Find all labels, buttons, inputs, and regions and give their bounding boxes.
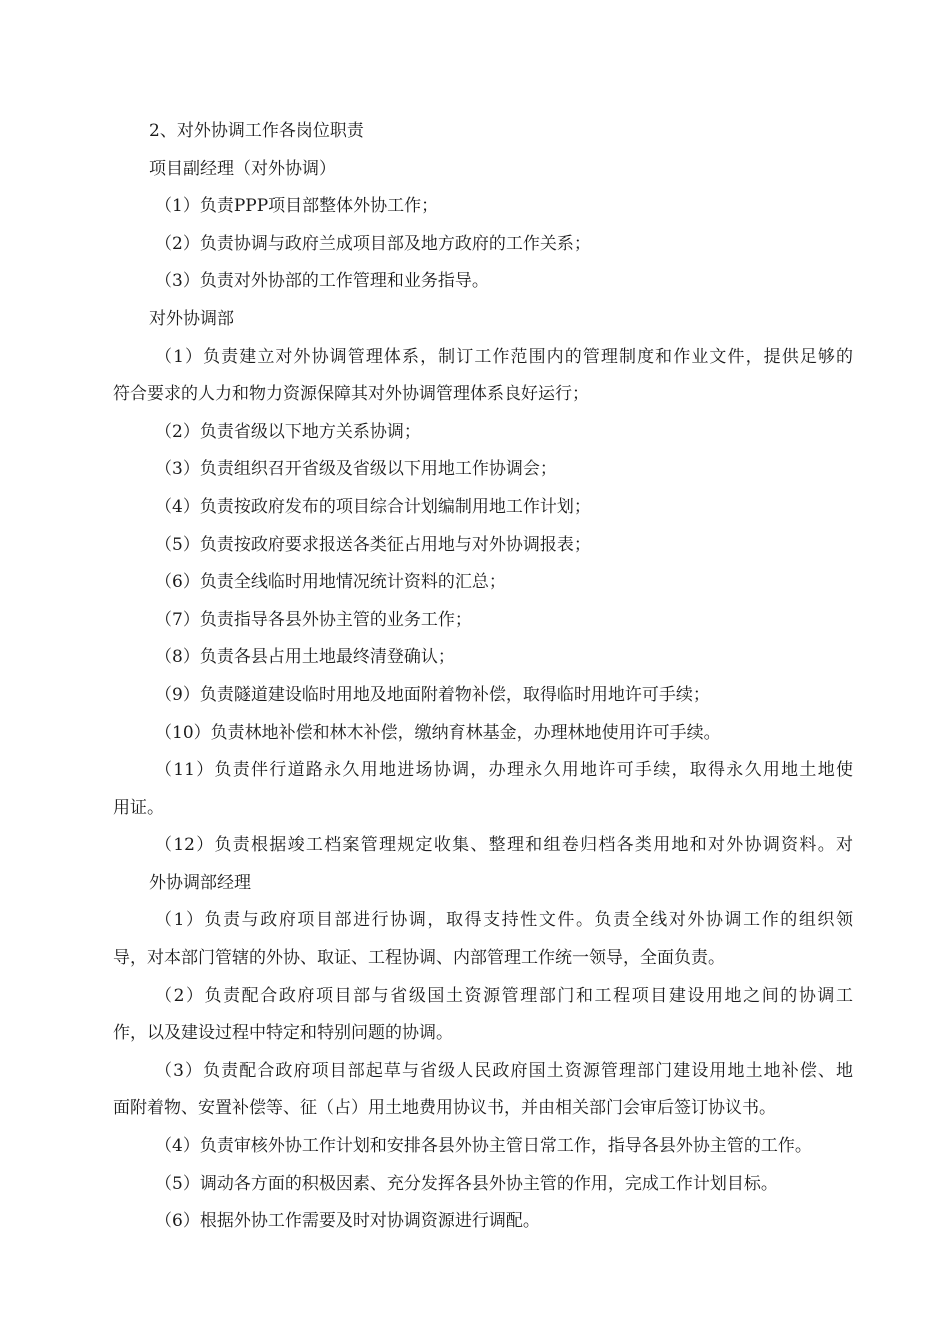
- role-heading-deputy-manager: 项目副经理（对外协调）: [149, 158, 336, 179]
- duty-item: （8）负责各县占用土地最终清登确认；: [155, 647, 455, 668]
- duty-item: （1）负责PPP项目部整体外协工作；: [155, 196, 439, 217]
- duty-item: （5）负责按政府要求报送各类征占用地与对外协调报表；: [155, 534, 591, 555]
- duty-item: （3）负责组织召开省级及省级以下用地工作协调会；: [155, 459, 557, 480]
- duty-item: （6）负责全线临时用地情况统计资料的汇总；: [155, 572, 506, 593]
- duty-item: （3）负责配合政府项目部起草与省级人民政府国土资源管理部门建设用地土地补偿、地: [155, 1060, 853, 1081]
- role-heading-dept-manager: 外协调部经理: [149, 872, 251, 893]
- duty-item: （2）负责配合政府项目部与省级国土资源管理部门和工程项目建设用地之间的协调工: [155, 985, 853, 1006]
- duty-item-continuation: 作，以及建设过程中特定和特别问题的协调。: [113, 1023, 453, 1044]
- duty-item: （1）负责建立对外协调管理体系，制订工作范围内的管理制度和作业文件，提供足够的: [155, 346, 853, 367]
- duty-item: （2）负责协调与政府兰成项目部及地方政府的工作关系；: [155, 233, 591, 254]
- duty-item: （2）负责省级以下地方关系协调；: [155, 421, 421, 442]
- duty-item: （5）调动各方面的积极因素、充分发挥各县外协主管的作用，完成工作计划目标。: [155, 1173, 778, 1194]
- duty-item: （4）负责审核外协工作计划和安排各县外协主管日常工作，指导各县外协主管的工作。: [155, 1136, 812, 1157]
- duty-item: （6）根据外协工作需要及时对协调资源进行调配。: [155, 1211, 540, 1232]
- duty-item: （11）负责伴行道路永久用地进场协调，办理永久用地许可手续，取得永久用地土地使: [155, 760, 853, 781]
- duty-item-continuation: 符合要求的人力和物力资源保障其对外协调管理体系良好运行；: [113, 384, 589, 405]
- duty-item: （4）负责按政府发布的项目综合计划编制用地工作计划；: [155, 496, 591, 517]
- duty-item-continuation: 面附着物、安置补偿等、征（占）用土地费用协议书，并由相关部门会审后签订协议书。: [113, 1098, 776, 1119]
- duty-item: （3）负责对外协部的工作管理和业务指导。: [155, 271, 489, 292]
- section-heading: 2、对外协调工作各岗位职责: [149, 121, 364, 141]
- duty-item: （1）负责与政府项目部进行协调，取得支持性文件。负责全线对外协调工作的组织领: [155, 910, 853, 931]
- duty-item: （9）负责隧道建设临时用地及地面附着物补偿，取得临时用地许可手续；: [155, 684, 710, 705]
- duty-item-continuation: 导，对本部门管辖的外协、取证、工程协调、内部管理工作统一领导，全面负责。: [113, 948, 725, 969]
- role-heading-external-dept: 对外协调部: [149, 308, 234, 329]
- document-body: [113, 113, 853, 1241]
- duty-item: （7）负责指导各县外协主管的业务工作；: [155, 609, 472, 630]
- duty-item: （10）负责林地补偿和林木补偿，缴纳育林基金，办理林地使用许可手续。: [155, 722, 721, 743]
- duty-item-continuation: 用证。: [113, 797, 164, 818]
- duty-item: （12）负责根据竣工档案管理规定收集、整理和组卷归档各类用地和对外协调资料。对: [155, 835, 853, 856]
